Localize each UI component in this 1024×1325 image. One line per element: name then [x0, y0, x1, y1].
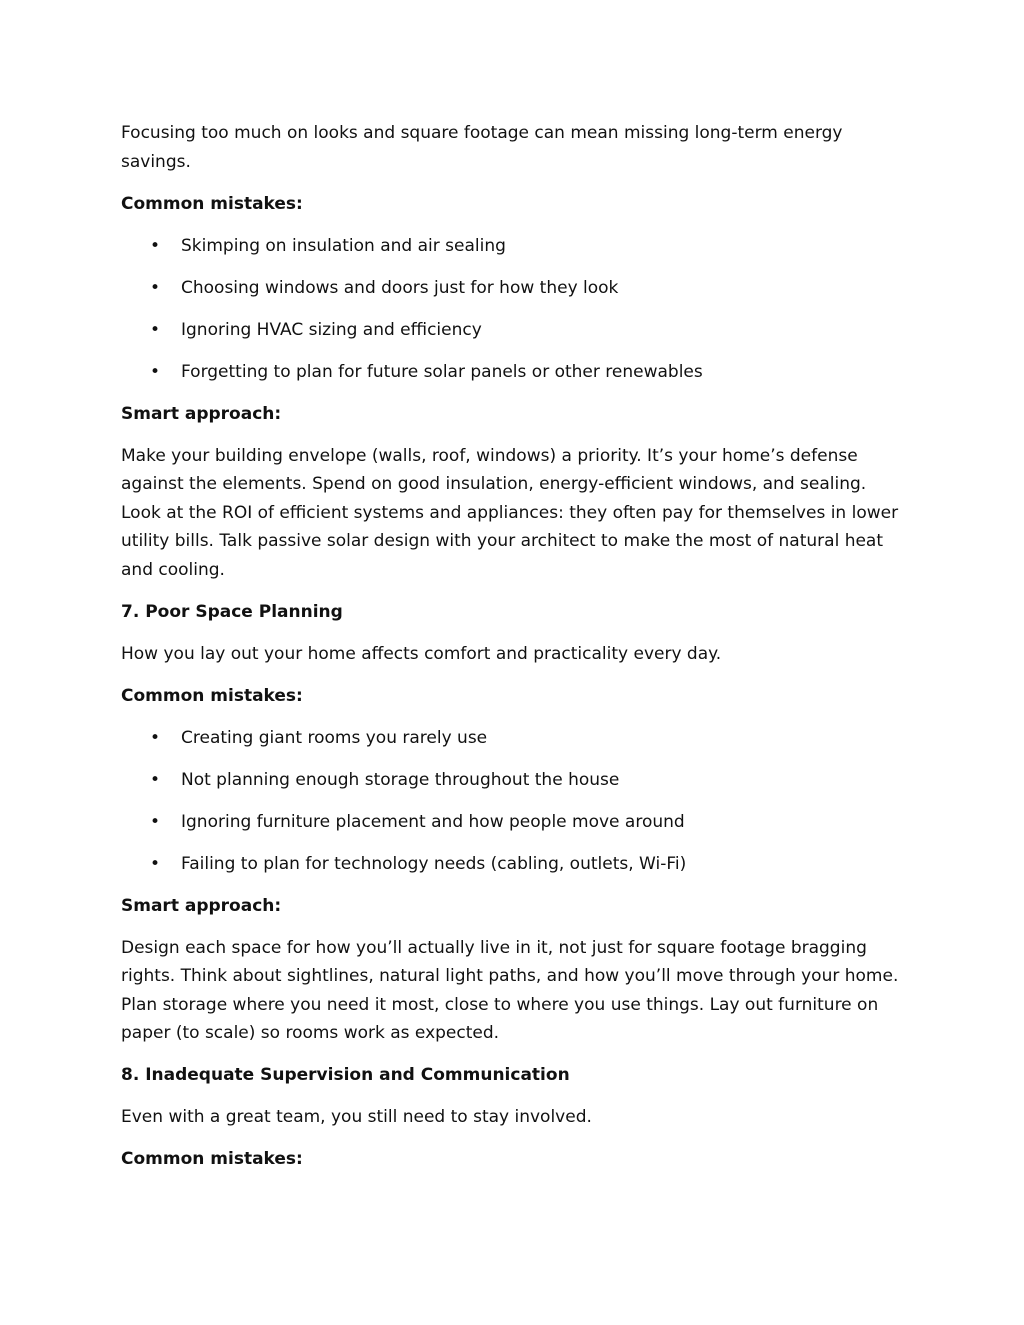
- list-item: • Ignoring furniture placement and how people move around: [121, 808, 911, 837]
- list-item: • Not planning enough storage throughout the house: [121, 766, 911, 795]
- smart-approach-heading: Smart approach:: [121, 403, 282, 424]
- list-item: • Skimping on insulation and air sealing: [121, 232, 911, 261]
- list-item: • Choosing windows and doors just for how they look: [121, 274, 911, 303]
- space-planning-intro: How you lay out your home affects comfort and practicality every day.: [121, 643, 722, 664]
- space-mistakes-list: [121, 724, 911, 879]
- energy-mistakes-list: [121, 232, 911, 387]
- section-heading-supervision: 8. Inadequate Supervision and Communication: [121, 1065, 570, 1085]
- list-item: • Forgetting to plan for future solar panels or other renewables: [121, 358, 911, 387]
- list-item: • Creating giant rooms you rarely use: [121, 724, 911, 753]
- common-mistakes-heading: Common mistakes:: [121, 193, 303, 214]
- smart-approach-paragraph: Make your building envelope (walls, roof, windows) a priority. It’s your home’s defense against the elements. Spend on good insulation, energy-efficient windows, and sealing. Look at the ROI of efficient systems and appliances: they often pay for themselves in lower utility bills. Talk passive solar design with your architect to make the most of natural heat and cooling.: [121, 445, 899, 580]
- section-heading-space-planning: 7. Poor Space Planning: [121, 601, 343, 622]
- common-mistakes-heading: Common mistakes:: [121, 1149, 303, 1169]
- intro-paragraph: Focusing too much on looks and square footage can mean missing long-term energy savings.: [121, 123, 843, 172]
- supervision-intro: Even with a great team, you still need to stay involved.: [121, 1107, 592, 1127]
- common-mistakes-heading: Common mistakes:: [121, 685, 303, 706]
- smart-approach-heading: Smart approach:: [121, 895, 282, 916]
- list-item: • Ignoring HVAC sizing and efficiency: [121, 316, 911, 345]
- list-item: • Failing to plan for technology needs (cabling, outlets, Wi-Fi): [121, 850, 911, 879]
- smart-approach-paragraph: Design each space for how you’ll actually live in it, not just for square footage bragging rights. Think about sightlines, natural light paths, and how you’ll move through your home. Plan storage where you need it most, close to where you use things. Lay out furniture on paper (to scale) so rooms work as expected.: [121, 937, 899, 1043]
- document-page: [121, 119, 911, 1187]
